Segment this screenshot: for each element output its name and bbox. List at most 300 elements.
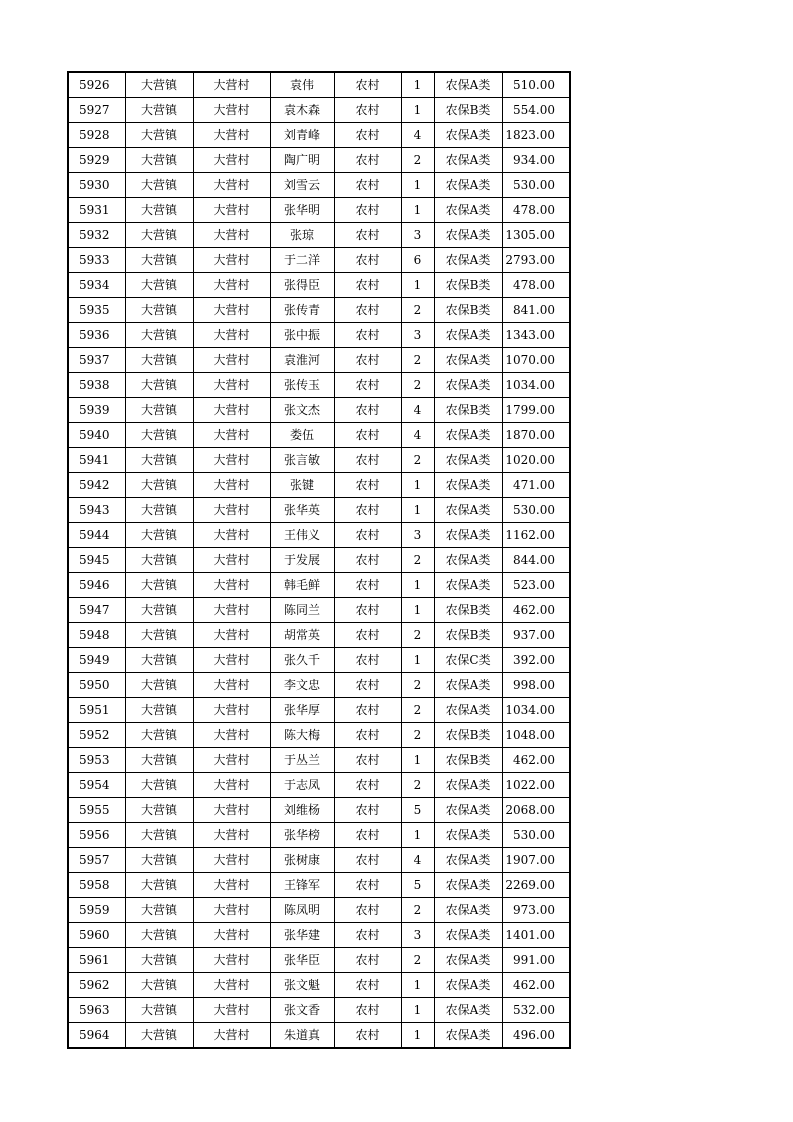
household-count-cell: 1 <box>401 598 434 623</box>
village-cell: 大营村 <box>193 898 270 923</box>
area-type-cell: 农村 <box>334 223 401 248</box>
category-cell: 农保B类 <box>434 98 502 123</box>
household-count-cell: 1 <box>401 823 434 848</box>
amount-cell: 532.00 <box>502 998 570 1023</box>
village-cell: 大营村 <box>193 673 270 698</box>
village-cell: 大营村 <box>193 198 270 223</box>
record-number: 5953 <box>68 748 125 773</box>
table-row <box>68 973 570 998</box>
record-number: 5956 <box>68 823 125 848</box>
name-cell: 于发展 <box>270 548 334 573</box>
table-row <box>68 723 570 748</box>
name-cell: 胡常英 <box>270 623 334 648</box>
household-count-cell: 1 <box>401 1023 434 1049</box>
category-cell: 农保B类 <box>434 398 502 423</box>
amount-cell: 1343.00 <box>502 323 570 348</box>
town-cell: 大营镇 <box>125 298 193 323</box>
name-cell: 张言敏 <box>270 448 334 473</box>
area-type-cell: 农村 <box>334 298 401 323</box>
area-type-cell: 农村 <box>334 573 401 598</box>
household-count-cell: 2 <box>401 373 434 398</box>
village-cell: 大营村 <box>193 973 270 998</box>
household-count-cell: 1 <box>401 973 434 998</box>
record-number: 5949 <box>68 648 125 673</box>
amount-cell: 523.00 <box>502 573 570 598</box>
village-cell: 大营村 <box>193 773 270 798</box>
village-cell: 大营村 <box>193 998 270 1023</box>
category-cell: 农保A类 <box>434 473 502 498</box>
table-row <box>68 72 570 98</box>
household-count-cell: 2 <box>401 298 434 323</box>
town-cell: 大营镇 <box>125 423 193 448</box>
amount-cell: 496.00 <box>502 1023 570 1049</box>
amount-cell: 991.00 <box>502 948 570 973</box>
village-cell: 大营村 <box>193 798 270 823</box>
name-cell: 张中振 <box>270 323 334 348</box>
category-cell: 农保A类 <box>434 148 502 173</box>
area-type-cell: 农村 <box>334 648 401 673</box>
record-number: 5950 <box>68 673 125 698</box>
village-cell: 大营村 <box>193 923 270 948</box>
area-type-cell: 农村 <box>334 998 401 1023</box>
town-cell: 大营镇 <box>125 198 193 223</box>
table-row <box>68 273 570 298</box>
name-cell: 刘青峰 <box>270 123 334 148</box>
town-cell: 大营镇 <box>125 323 193 348</box>
household-count-cell: 4 <box>401 423 434 448</box>
amount-cell: 1048.00 <box>502 723 570 748</box>
table-row <box>68 323 570 348</box>
record-number: 5926 <box>68 72 125 98</box>
amount-cell: 1799.00 <box>502 398 570 423</box>
town-cell: 大营镇 <box>125 723 193 748</box>
area-type-cell: 农村 <box>334 198 401 223</box>
amount-cell: 1020.00 <box>502 448 570 473</box>
category-cell: 农保B类 <box>434 598 502 623</box>
town-cell: 大营镇 <box>125 223 193 248</box>
name-cell: 袁伟 <box>270 72 334 98</box>
category-cell: 农保A类 <box>434 673 502 698</box>
town-cell: 大营镇 <box>125 698 193 723</box>
record-number: 5936 <box>68 323 125 348</box>
amount-cell: 1022.00 <box>502 773 570 798</box>
town-cell: 大营镇 <box>125 373 193 398</box>
household-count-cell: 2 <box>401 898 434 923</box>
amount-cell: 462.00 <box>502 973 570 998</box>
household-count-cell: 1 <box>401 98 434 123</box>
area-type-cell: 农村 <box>334 148 401 173</box>
area-type-cell: 农村 <box>334 598 401 623</box>
village-cell: 大营村 <box>193 423 270 448</box>
area-type-cell: 农村 <box>334 323 401 348</box>
area-type-cell: 农村 <box>334 898 401 923</box>
category-cell: 农保A类 <box>434 173 502 198</box>
category-cell: 农保C类 <box>434 648 502 673</box>
village-cell: 大营村 <box>193 848 270 873</box>
village-cell: 大营村 <box>193 72 270 98</box>
area-type-cell: 农村 <box>334 448 401 473</box>
amount-cell: 510.00 <box>502 72 570 98</box>
area-type-cell: 农村 <box>334 748 401 773</box>
category-cell: 农保B类 <box>434 723 502 748</box>
name-cell: 张传青 <box>270 298 334 323</box>
records-table <box>67 71 571 1049</box>
category-cell: 农保A类 <box>434 798 502 823</box>
category-cell: 农保B类 <box>434 273 502 298</box>
record-number: 5940 <box>68 423 125 448</box>
town-cell: 大营镇 <box>125 973 193 998</box>
name-cell: 刘维杨 <box>270 798 334 823</box>
category-cell: 农保A类 <box>434 998 502 1023</box>
town-cell: 大营镇 <box>125 523 193 548</box>
table-row <box>68 798 570 823</box>
name-cell: 王锋军 <box>270 873 334 898</box>
record-number: 5958 <box>68 873 125 898</box>
amount-cell: 1070.00 <box>502 348 570 373</box>
town-cell: 大营镇 <box>125 398 193 423</box>
amount-cell: 1823.00 <box>502 123 570 148</box>
town-cell: 大营镇 <box>125 623 193 648</box>
record-number: 5939 <box>68 398 125 423</box>
town-cell: 大营镇 <box>125 748 193 773</box>
town-cell: 大营镇 <box>125 948 193 973</box>
name-cell: 张文魁 <box>270 973 334 998</box>
category-cell: 农保A类 <box>434 523 502 548</box>
category-cell: 农保A类 <box>434 72 502 98</box>
table-row <box>68 348 570 373</box>
category-cell: 农保B类 <box>434 298 502 323</box>
village-cell: 大营村 <box>193 248 270 273</box>
category-cell: 农保A类 <box>434 348 502 373</box>
village-cell: 大营村 <box>193 748 270 773</box>
category-cell: 农保A类 <box>434 498 502 523</box>
record-number: 5935 <box>68 298 125 323</box>
area-type-cell: 农村 <box>334 698 401 723</box>
household-count-cell: 1 <box>401 748 434 773</box>
record-number: 5932 <box>68 223 125 248</box>
category-cell: 农保A类 <box>434 948 502 973</box>
name-cell: 陈同兰 <box>270 598 334 623</box>
household-count-cell: 6 <box>401 248 434 273</box>
category-cell: 农保A类 <box>434 973 502 998</box>
name-cell: 朱道真 <box>270 1023 334 1049</box>
household-count-cell: 2 <box>401 948 434 973</box>
category-cell: 农保A类 <box>434 448 502 473</box>
table-row <box>68 873 570 898</box>
record-number: 5955 <box>68 798 125 823</box>
table-row <box>68 548 570 573</box>
amount-cell: 530.00 <box>502 823 570 848</box>
area-type-cell: 农村 <box>334 798 401 823</box>
town-cell: 大营镇 <box>125 1023 193 1049</box>
village-cell: 大营村 <box>193 948 270 973</box>
household-count-cell: 3 <box>401 223 434 248</box>
record-number: 5942 <box>68 473 125 498</box>
town-cell: 大营镇 <box>125 898 193 923</box>
village-cell: 大营村 <box>193 273 270 298</box>
area-type-cell: 农村 <box>334 823 401 848</box>
household-count-cell: 4 <box>401 398 434 423</box>
village-cell: 大营村 <box>193 823 270 848</box>
town-cell: 大营镇 <box>125 573 193 598</box>
town-cell: 大营镇 <box>125 348 193 373</box>
town-cell: 大营镇 <box>125 998 193 1023</box>
record-number: 5945 <box>68 548 125 573</box>
name-cell: 张树康 <box>270 848 334 873</box>
record-number: 5952 <box>68 723 125 748</box>
village-cell: 大营村 <box>193 548 270 573</box>
village-cell: 大营村 <box>193 648 270 673</box>
name-cell: 张键 <box>270 473 334 498</box>
table-row <box>68 573 570 598</box>
category-cell: 农保A类 <box>434 923 502 948</box>
table-row <box>68 373 570 398</box>
table-row <box>68 173 570 198</box>
amount-cell: 1034.00 <box>502 373 570 398</box>
name-cell: 张久千 <box>270 648 334 673</box>
household-count-cell: 3 <box>401 923 434 948</box>
amount-cell: 462.00 <box>502 748 570 773</box>
name-cell: 张华明 <box>270 198 334 223</box>
village-cell: 大营村 <box>193 148 270 173</box>
record-number: 5928 <box>68 123 125 148</box>
name-cell: 于志凤 <box>270 773 334 798</box>
area-type-cell: 农村 <box>334 523 401 548</box>
record-number: 5929 <box>68 148 125 173</box>
name-cell: 陈凤明 <box>270 898 334 923</box>
category-cell: 农保A类 <box>434 773 502 798</box>
name-cell: 张传玉 <box>270 373 334 398</box>
household-count-cell: 1 <box>401 473 434 498</box>
category-cell: 农保B类 <box>434 623 502 648</box>
record-number: 5963 <box>68 998 125 1023</box>
amount-cell: 1162.00 <box>502 523 570 548</box>
household-count-cell: 2 <box>401 448 434 473</box>
village-cell: 大营村 <box>193 473 270 498</box>
household-count-cell: 1 <box>401 998 434 1023</box>
table-row <box>68 898 570 923</box>
record-number: 5943 <box>68 498 125 523</box>
area-type-cell: 农村 <box>334 348 401 373</box>
town-cell: 大营镇 <box>125 173 193 198</box>
household-count-cell: 2 <box>401 673 434 698</box>
household-count-cell: 2 <box>401 773 434 798</box>
name-cell: 于二洋 <box>270 248 334 273</box>
village-cell: 大营村 <box>193 223 270 248</box>
table-row <box>68 198 570 223</box>
area-type-cell: 农村 <box>334 873 401 898</box>
record-number: 5930 <box>68 173 125 198</box>
amount-cell: 1907.00 <box>502 848 570 873</box>
record-number: 5946 <box>68 573 125 598</box>
village-cell: 大营村 <box>193 1023 270 1049</box>
table-row <box>68 823 570 848</box>
amount-cell: 2269.00 <box>502 873 570 898</box>
name-cell: 王伟义 <box>270 523 334 548</box>
household-count-cell: 3 <box>401 323 434 348</box>
amount-cell: 1870.00 <box>502 423 570 448</box>
household-count-cell: 2 <box>401 698 434 723</box>
village-cell: 大营村 <box>193 173 270 198</box>
village-cell: 大营村 <box>193 698 270 723</box>
table-row <box>68 748 570 773</box>
town-cell: 大营镇 <box>125 273 193 298</box>
area-type-cell: 农村 <box>334 98 401 123</box>
table-row <box>68 498 570 523</box>
table-row <box>68 923 570 948</box>
table-row <box>68 773 570 798</box>
town-cell: 大营镇 <box>125 548 193 573</box>
category-cell: 农保A类 <box>434 548 502 573</box>
amount-cell: 478.00 <box>502 273 570 298</box>
household-count-cell: 1 <box>401 273 434 298</box>
table-row <box>68 123 570 148</box>
category-cell: 农保B类 <box>434 748 502 773</box>
table-row <box>68 98 570 123</box>
category-cell: 农保A类 <box>434 123 502 148</box>
town-cell: 大营镇 <box>125 248 193 273</box>
table-row <box>68 673 570 698</box>
area-type-cell: 农村 <box>334 123 401 148</box>
table-row <box>68 223 570 248</box>
area-type-cell: 农村 <box>334 723 401 748</box>
amount-cell: 554.00 <box>502 98 570 123</box>
record-number: 5964 <box>68 1023 125 1049</box>
amount-cell: 392.00 <box>502 648 570 673</box>
record-number: 5931 <box>68 198 125 223</box>
town-cell: 大营镇 <box>125 848 193 873</box>
category-cell: 农保A类 <box>434 573 502 598</box>
village-cell: 大营村 <box>193 498 270 523</box>
category-cell: 农保A类 <box>434 248 502 273</box>
town-cell: 大营镇 <box>125 823 193 848</box>
amount-cell: 2068.00 <box>502 798 570 823</box>
village-cell: 大营村 <box>193 873 270 898</box>
amount-cell: 462.00 <box>502 598 570 623</box>
area-type-cell: 农村 <box>334 923 401 948</box>
record-number: 5957 <box>68 848 125 873</box>
household-count-cell: 2 <box>401 548 434 573</box>
category-cell: 农保A类 <box>434 1023 502 1049</box>
area-type-cell: 农村 <box>334 398 401 423</box>
amount-cell: 998.00 <box>502 673 570 698</box>
household-count-cell: 1 <box>401 173 434 198</box>
household-count-cell: 1 <box>401 198 434 223</box>
name-cell: 陶广明 <box>270 148 334 173</box>
record-number: 5951 <box>68 698 125 723</box>
amount-cell: 1305.00 <box>502 223 570 248</box>
area-type-cell: 农村 <box>334 72 401 98</box>
town-cell: 大营镇 <box>125 673 193 698</box>
name-cell: 于丛兰 <box>270 748 334 773</box>
town-cell: 大营镇 <box>125 648 193 673</box>
area-type-cell: 农村 <box>334 473 401 498</box>
table-row <box>68 423 570 448</box>
area-type-cell: 农村 <box>334 498 401 523</box>
amount-cell: 1034.00 <box>502 698 570 723</box>
table-row <box>68 248 570 273</box>
record-number: 5933 <box>68 248 125 273</box>
village-cell: 大营村 <box>193 98 270 123</box>
record-number: 5954 <box>68 773 125 798</box>
record-number: 5948 <box>68 623 125 648</box>
category-cell: 农保A类 <box>434 698 502 723</box>
name-cell: 张华臣 <box>270 948 334 973</box>
record-number: 5937 <box>68 348 125 373</box>
amount-cell: 471.00 <box>502 473 570 498</box>
table-row <box>68 148 570 173</box>
category-cell: 农保A类 <box>434 823 502 848</box>
area-type-cell: 农村 <box>334 948 401 973</box>
name-cell: 娄伍 <box>270 423 334 448</box>
name-cell: 刘雪云 <box>270 173 334 198</box>
name-cell: 张琼 <box>270 223 334 248</box>
village-cell: 大营村 <box>193 373 270 398</box>
village-cell: 大营村 <box>193 323 270 348</box>
table-row <box>68 948 570 973</box>
household-count-cell: 5 <box>401 798 434 823</box>
table-row <box>68 848 570 873</box>
record-number: 5947 <box>68 598 125 623</box>
household-count-cell: 1 <box>401 573 434 598</box>
village-cell: 大营村 <box>193 398 270 423</box>
village-cell: 大营村 <box>193 448 270 473</box>
village-cell: 大营村 <box>193 523 270 548</box>
table-row <box>68 598 570 623</box>
category-cell: 农保A类 <box>434 198 502 223</box>
name-cell: 张得臣 <box>270 273 334 298</box>
town-cell: 大营镇 <box>125 598 193 623</box>
name-cell: 袁木森 <box>270 98 334 123</box>
town-cell: 大营镇 <box>125 773 193 798</box>
records-body <box>68 72 570 1048</box>
record-number: 5959 <box>68 898 125 923</box>
area-type-cell: 农村 <box>334 423 401 448</box>
table-row <box>68 398 570 423</box>
household-count-cell: 4 <box>401 123 434 148</box>
record-number: 5934 <box>68 273 125 298</box>
record-number: 5961 <box>68 948 125 973</box>
town-cell: 大营镇 <box>125 498 193 523</box>
record-number: 5927 <box>68 98 125 123</box>
record-number: 5960 <box>68 923 125 948</box>
household-count-cell: 4 <box>401 848 434 873</box>
household-count-cell: 5 <box>401 873 434 898</box>
table-row <box>68 523 570 548</box>
name-cell: 李文忠 <box>270 673 334 698</box>
record-number: 5962 <box>68 973 125 998</box>
category-cell: 农保A类 <box>434 223 502 248</box>
area-type-cell: 农村 <box>334 273 401 298</box>
village-cell: 大营村 <box>193 348 270 373</box>
household-count-cell: 1 <box>401 72 434 98</box>
table-row <box>68 448 570 473</box>
category-cell: 农保A类 <box>434 848 502 873</box>
household-count-cell: 3 <box>401 523 434 548</box>
area-type-cell: 农村 <box>334 173 401 198</box>
record-number: 5938 <box>68 373 125 398</box>
village-cell: 大营村 <box>193 623 270 648</box>
category-cell: 农保A类 <box>434 898 502 923</box>
amount-cell: 478.00 <box>502 198 570 223</box>
table-row <box>68 698 570 723</box>
area-type-cell: 农村 <box>334 548 401 573</box>
town-cell: 大营镇 <box>125 473 193 498</box>
town-cell: 大营镇 <box>125 873 193 898</box>
category-cell: 农保A类 <box>434 373 502 398</box>
town-cell: 大营镇 <box>125 448 193 473</box>
area-type-cell: 农村 <box>334 373 401 398</box>
